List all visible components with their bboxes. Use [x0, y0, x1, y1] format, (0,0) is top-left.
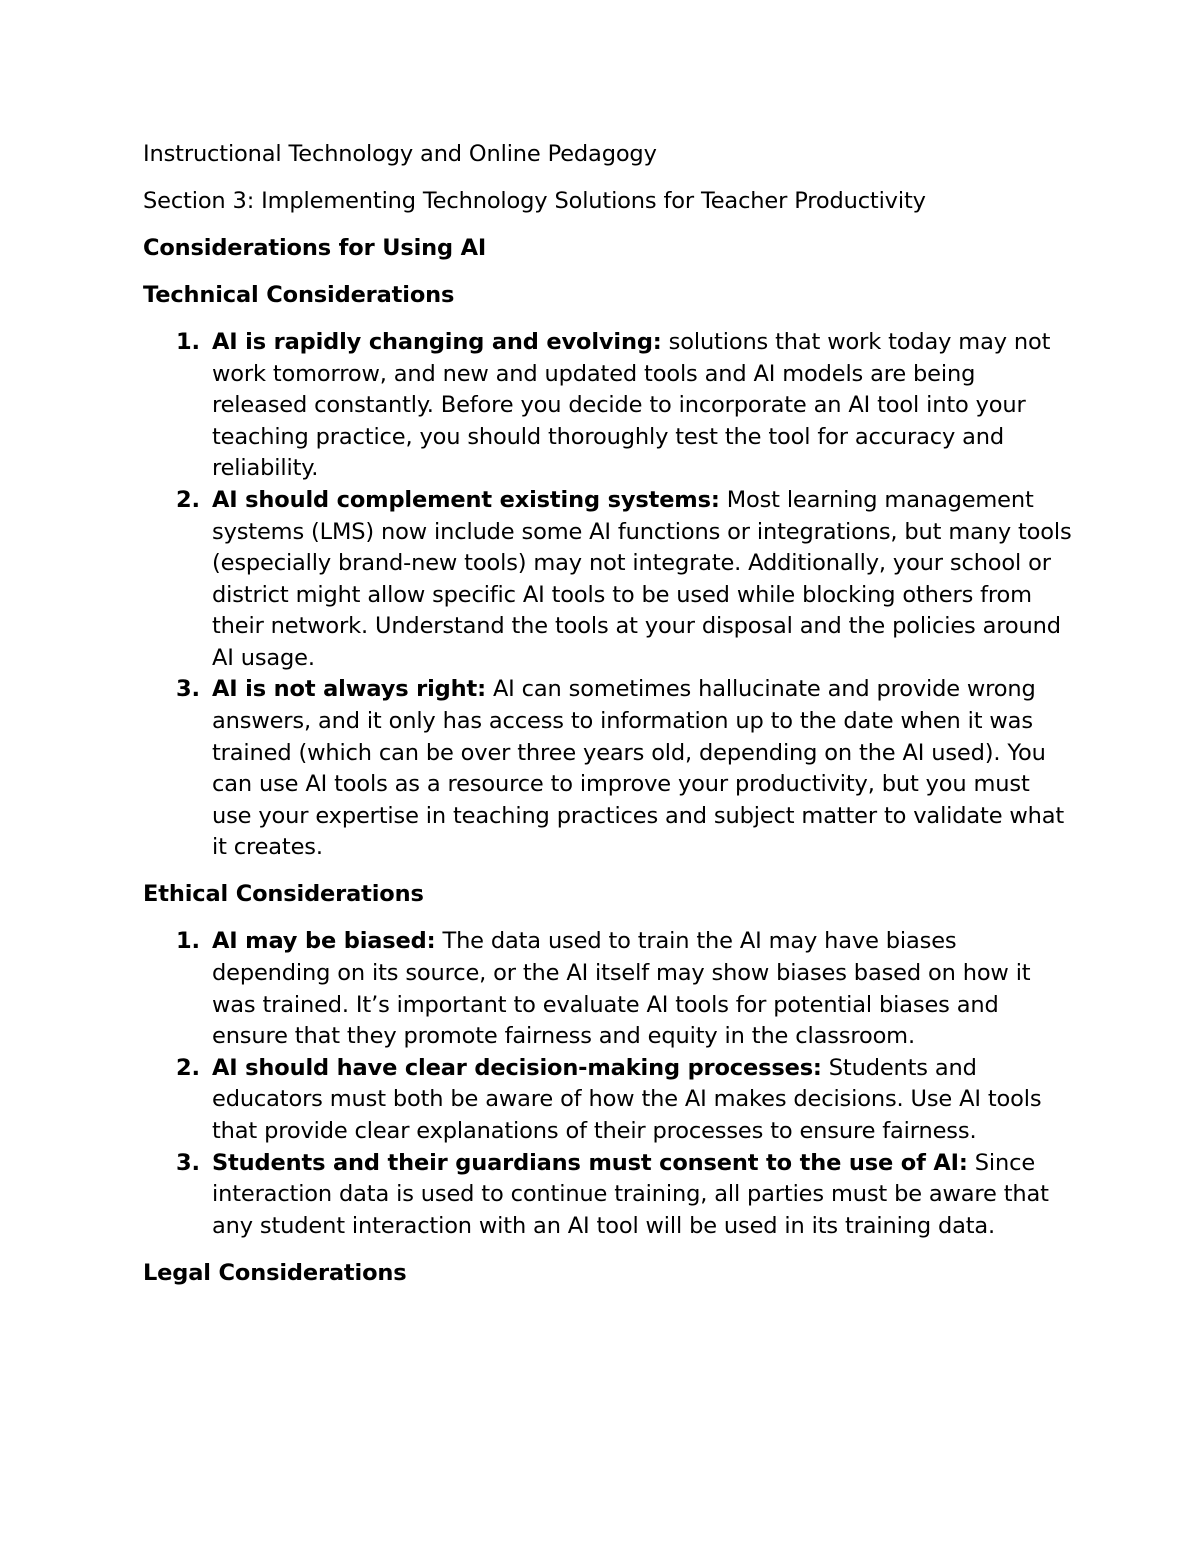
list-item-body: Most learning management systems (LMS) now include some AI functions or integrations, but many tools (especially brand-new tools) may not integrate. Additionally, your school or district might allow specific AI tools to be used while blocking others from their network. Understand the tools at your disposal and the policies around AI usage. [212, 486, 1072, 671]
list-item-lead: AI is not always right: [212, 676, 486, 703]
ethical-list [143, 926, 1073, 1242]
technical-heading: Technical Considerations [143, 281, 455, 308]
ethical-heading: Ethical Considerations [143, 881, 424, 908]
list-item [143, 327, 1073, 485]
list-item-number: 3. [176, 676, 200, 703]
list-item-number: 2. [176, 1054, 200, 1081]
legal-heading: Legal Considerations [143, 1259, 407, 1286]
list-item-body: AI can sometimes hallucinate and provide wrong answers, and it only has access to information up to the date when it was trained (which can be over three years old, depending on the AI used). You can use AI tools as a resource to improve your productivity, but you must use your expertise in teaching practices and subject matter to validate what it creates. [212, 676, 1065, 861]
list-item-lead: AI should complement existing systems: [212, 486, 720, 513]
list-item-lead: Students and their guardians must consent to the use of AI: [212, 1149, 968, 1176]
main-heading: Considerations for Using AI [143, 234, 487, 261]
list-item-body: Since interaction data is used to continue training, all parties must be aware that any student interaction with an AI tool will be used in its training data. [212, 1149, 1049, 1239]
list-item-number: 1. [176, 328, 200, 355]
technical-list [143, 327, 1073, 864]
list-item-lead: AI should have clear decision-making processes: [212, 1054, 822, 1081]
section-title: Section 3: Implementing Technology Solutions for Teacher Productivity [143, 187, 926, 214]
list-item-body: The data used to train the AI may have biases depending on its source, or the AI itself may show biases based on how it was trained. It’s important to evaluate AI tools for potential biases and ensure that they promote fairness and equity in the classroom. [212, 928, 1031, 1050]
course-title: Instructional Technology and Online Pedagogy [143, 141, 657, 167]
list-item-number: 1. [176, 928, 200, 955]
list-item-body: Students and educators must both be aware of how the AI makes decisions. Use AI tools that provide clear explanations of their processes to ensure fairness. [212, 1054, 1042, 1144]
list-item [143, 1148, 1073, 1243]
list-item [143, 674, 1073, 864]
list-item-number: 2. [176, 486, 200, 513]
document-page [143, 139, 1073, 1305]
list-item-lead: AI may be biased: [212, 928, 436, 955]
list-item-body: solutions that work today may not work tomorrow, and new and updated tools and AI models are being released constantly. Before you decide to incorporate an AI tool into your teaching practice, you should thoroughly test the tool for accuracy and reliability. [212, 328, 1051, 482]
list-item [143, 926, 1073, 1052]
list-item-number: 3. [176, 1149, 200, 1176]
list-item [143, 485, 1073, 675]
list-item-lead: AI is rapidly changing and evolving: [212, 328, 662, 355]
list-item [143, 1053, 1073, 1148]
